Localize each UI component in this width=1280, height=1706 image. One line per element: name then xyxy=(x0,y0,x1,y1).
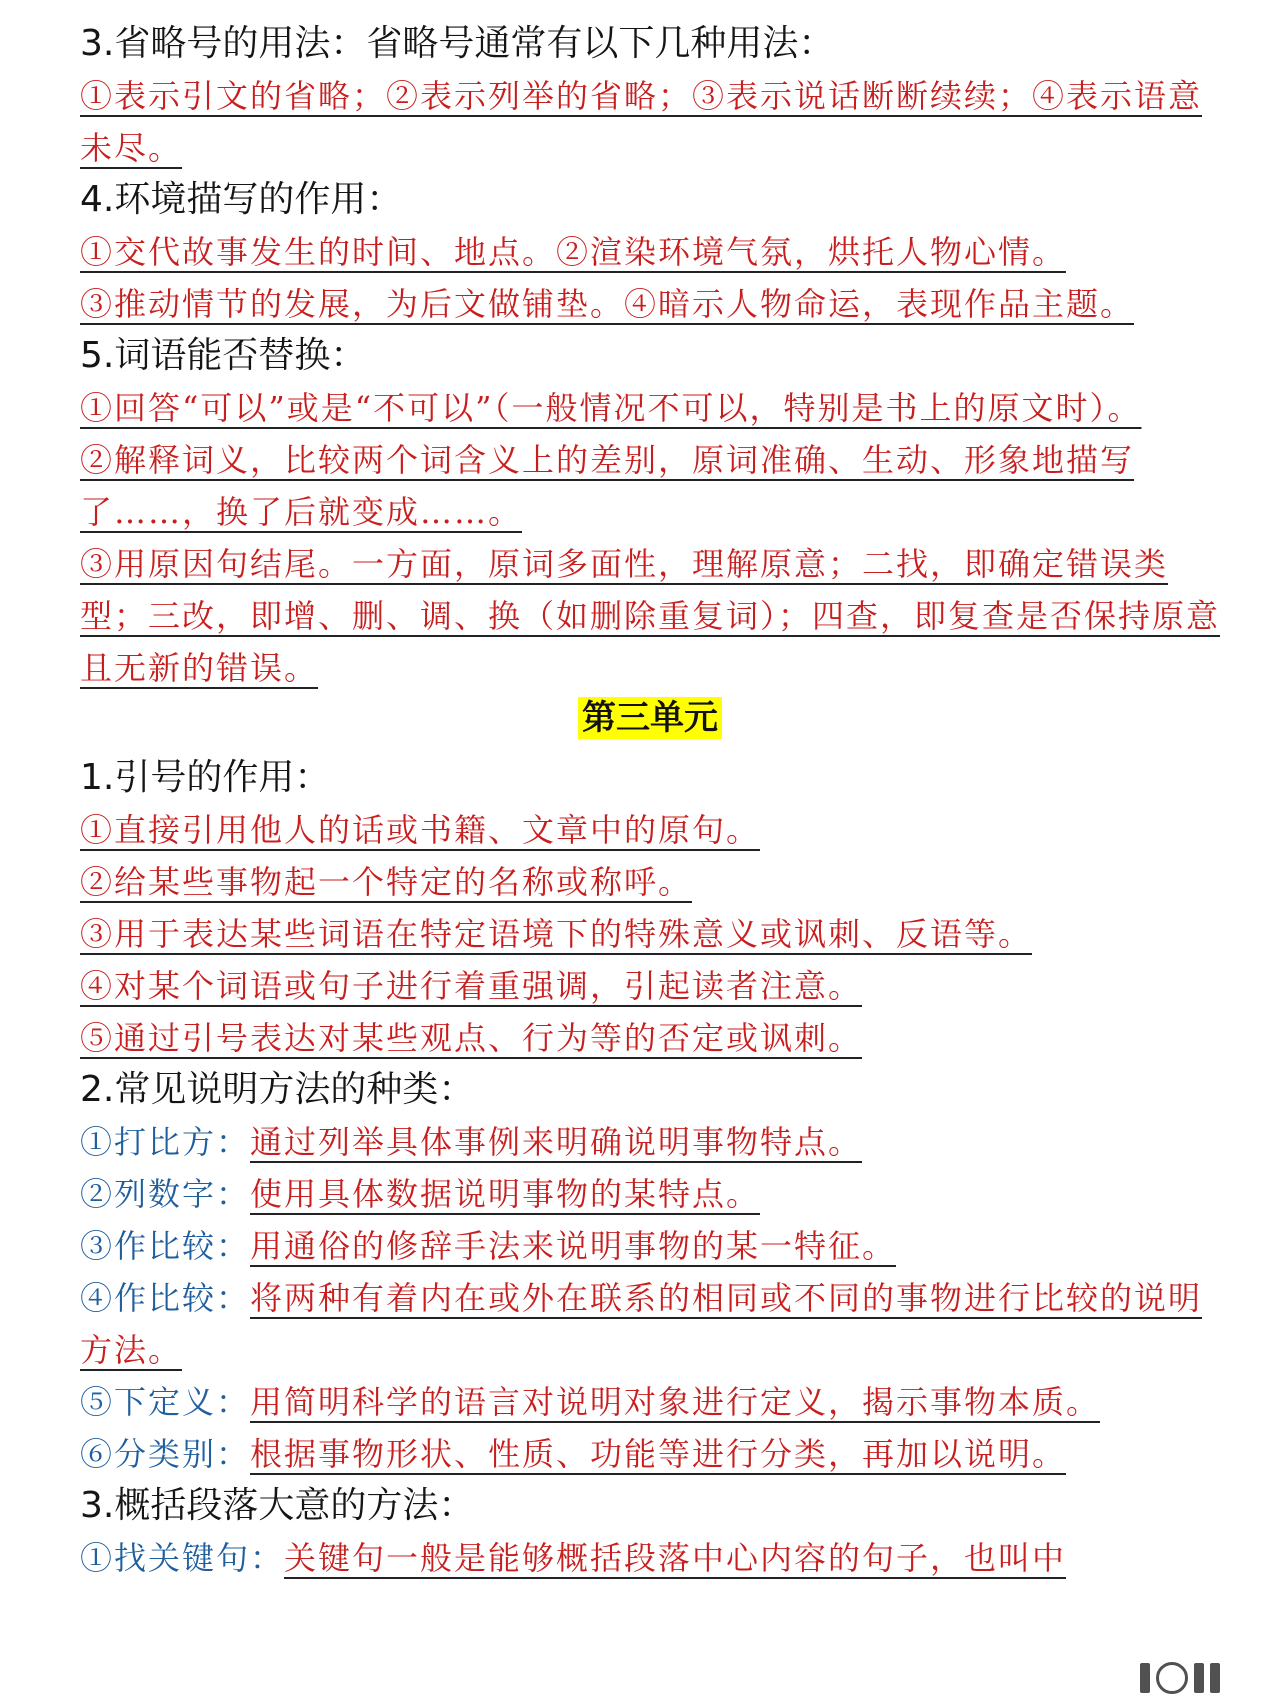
method-item xyxy=(80,1220,1220,1272)
quote-usage-item: ④对某个词语或句子进行着重强调，引起读者注意。 xyxy=(80,967,863,1005)
method-term: ⑤下定义： xyxy=(80,1383,251,1421)
method-term: ②列数字： xyxy=(80,1175,251,1213)
quote-usage-item: ⑤通过引号表达对某些观点、行为等的否定或讽刺。 xyxy=(80,1019,863,1057)
watermark-bar-icon xyxy=(1140,1663,1150,1693)
quote-usage-item: ③用于表达某些词语在特定语境下的特殊意义或讽刺、反语等。 xyxy=(80,915,1033,953)
method-item xyxy=(80,1376,1220,1428)
word-replacement-text-1: ①回答“可以”或是“不可以”（一般情况不可以，特别是书上的原文时）。 xyxy=(80,389,1142,427)
method-definition: 用简明科学的语言对说明对象进行定义，揭示事物本质。 xyxy=(250,1383,1101,1421)
quote-usage-item: ②给某些事物起一个特定的名称或称呼。 xyxy=(80,863,693,901)
environment-text-1: ①交代故事发生的时间、地点。②渲染环境气氛，烘托人物心情。 xyxy=(80,233,1067,271)
heading-ellipsis-usage: 3.省略号的用法：省略号通常有以下几种用法： xyxy=(80,23,835,64)
document-page xyxy=(80,18,1220,1584)
method-item xyxy=(80,1272,1220,1376)
watermark-bar-icon xyxy=(1210,1663,1220,1693)
method-definition: 将两种有着内在或外在联系的相同或不同的事物进行比较的说明方法。 xyxy=(80,1279,1203,1369)
word-replacement-text-3: ③用原因句结尾。一方面，原词多面性，理解原意；二找，即确定错误类型；三改，即增、删、调、换（如删除重复词）；四查，即复查是否保持原意且无新的错误。 xyxy=(80,545,1221,687)
heading-paragraph-summary: 3.概括段落大意的方法： xyxy=(80,1485,475,1526)
heading-quotation-marks: 1.引号的作用： xyxy=(80,757,331,798)
method-term: ③作比较： xyxy=(80,1227,251,1265)
watermark-logo xyxy=(1140,1662,1220,1694)
quote-usage-item: ①直接引用他人的话或书籍、文章中的原句。 xyxy=(80,811,761,849)
method-definition: 通过列举具体事例来明确说明事物特点。 xyxy=(250,1123,863,1161)
method-definition: 用通俗的修辞手法来说明事物的某一特征。 xyxy=(250,1227,897,1265)
word-replacement-text-2: ②解释词义，比较两个词含义上的差别，原词准确、生动、形象地描写了……，换了后就变成……。 xyxy=(80,441,1135,531)
heading-explanation-methods: 2.常见说明方法的种类： xyxy=(80,1069,475,1110)
method-item xyxy=(80,1428,1220,1480)
watermark-circle-icon xyxy=(1156,1662,1188,1694)
method-definition: 使用具体数据说明事物的某特点。 xyxy=(250,1175,761,1213)
unit-title-row xyxy=(80,696,1220,752)
method-term: ⑥分类别： xyxy=(80,1435,251,1473)
method-item xyxy=(80,1116,1220,1168)
method-term: ①打比方： xyxy=(80,1123,251,1161)
ellipsis-usage-text: ①表示引文的省略；②表示列举的省略；③表示说话断断续续；④表示语意未尽。 xyxy=(80,77,1203,167)
summary-method-item xyxy=(80,1532,1220,1584)
method-item xyxy=(80,1168,1220,1220)
method-definition: 根据事物形状、性质、功能等进行分类，再加以说明。 xyxy=(250,1435,1067,1473)
heading-word-replacement: 5.词语能否替换： xyxy=(80,335,367,376)
environment-text-2: ③推动情节的发展，为后文做铺垫。④暗示人物命运，表现作品主题。 xyxy=(80,285,1135,323)
unit-title: 第三单元 xyxy=(578,697,722,739)
watermark-bar-icon xyxy=(1194,1663,1204,1693)
summary-definition: 关键句一般是能够概括段落中心内容的句子，也叫中 xyxy=(284,1539,1067,1577)
method-term: ④作比较： xyxy=(80,1279,251,1317)
heading-environment-description: 4.环境描写的作用： xyxy=(80,179,403,220)
summary-term: ①找关键句： xyxy=(80,1539,285,1577)
